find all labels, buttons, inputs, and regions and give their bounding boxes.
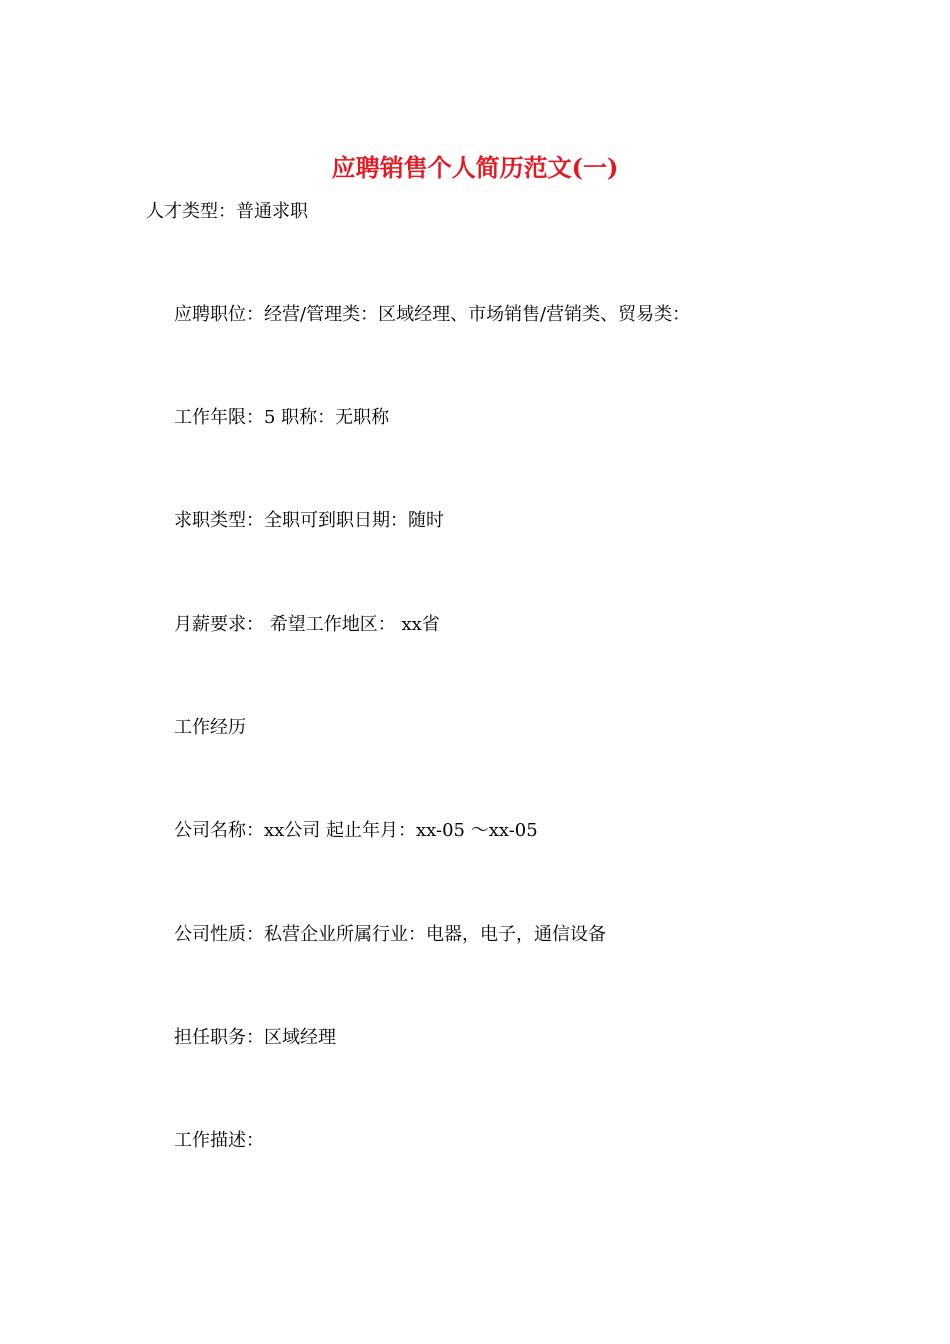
- company-name-line: 公司名称：xx公司 起止年月：xx-05 ～xx-05: [174, 820, 538, 841]
- job-description-line: 工作描述：: [174, 1130, 264, 1151]
- talent-type-line: 人才类型：普通求职: [146, 201, 308, 222]
- company-nature-line: 公司性质：私营企业所属行业：电器，电子，通信设备: [174, 924, 606, 945]
- applied-position-line: 应聘职位：经营/管理类：区域经理、市场销售/营销类、贸易类：: [174, 304, 691, 325]
- work-experience-heading: 工作经历: [174, 717, 246, 738]
- salary-location-line: 月薪要求： 希望工作地区： xx省: [174, 614, 440, 635]
- work-years-line: 工作年限：5 职称：无职称: [174, 407, 390, 428]
- document-title: 应聘销售个人简历范文(一): [331, 153, 619, 182]
- position-held-line: 担任职务：区域经理: [174, 1027, 336, 1048]
- job-type-line: 求职类型：全职可到职日期：随时: [174, 510, 444, 531]
